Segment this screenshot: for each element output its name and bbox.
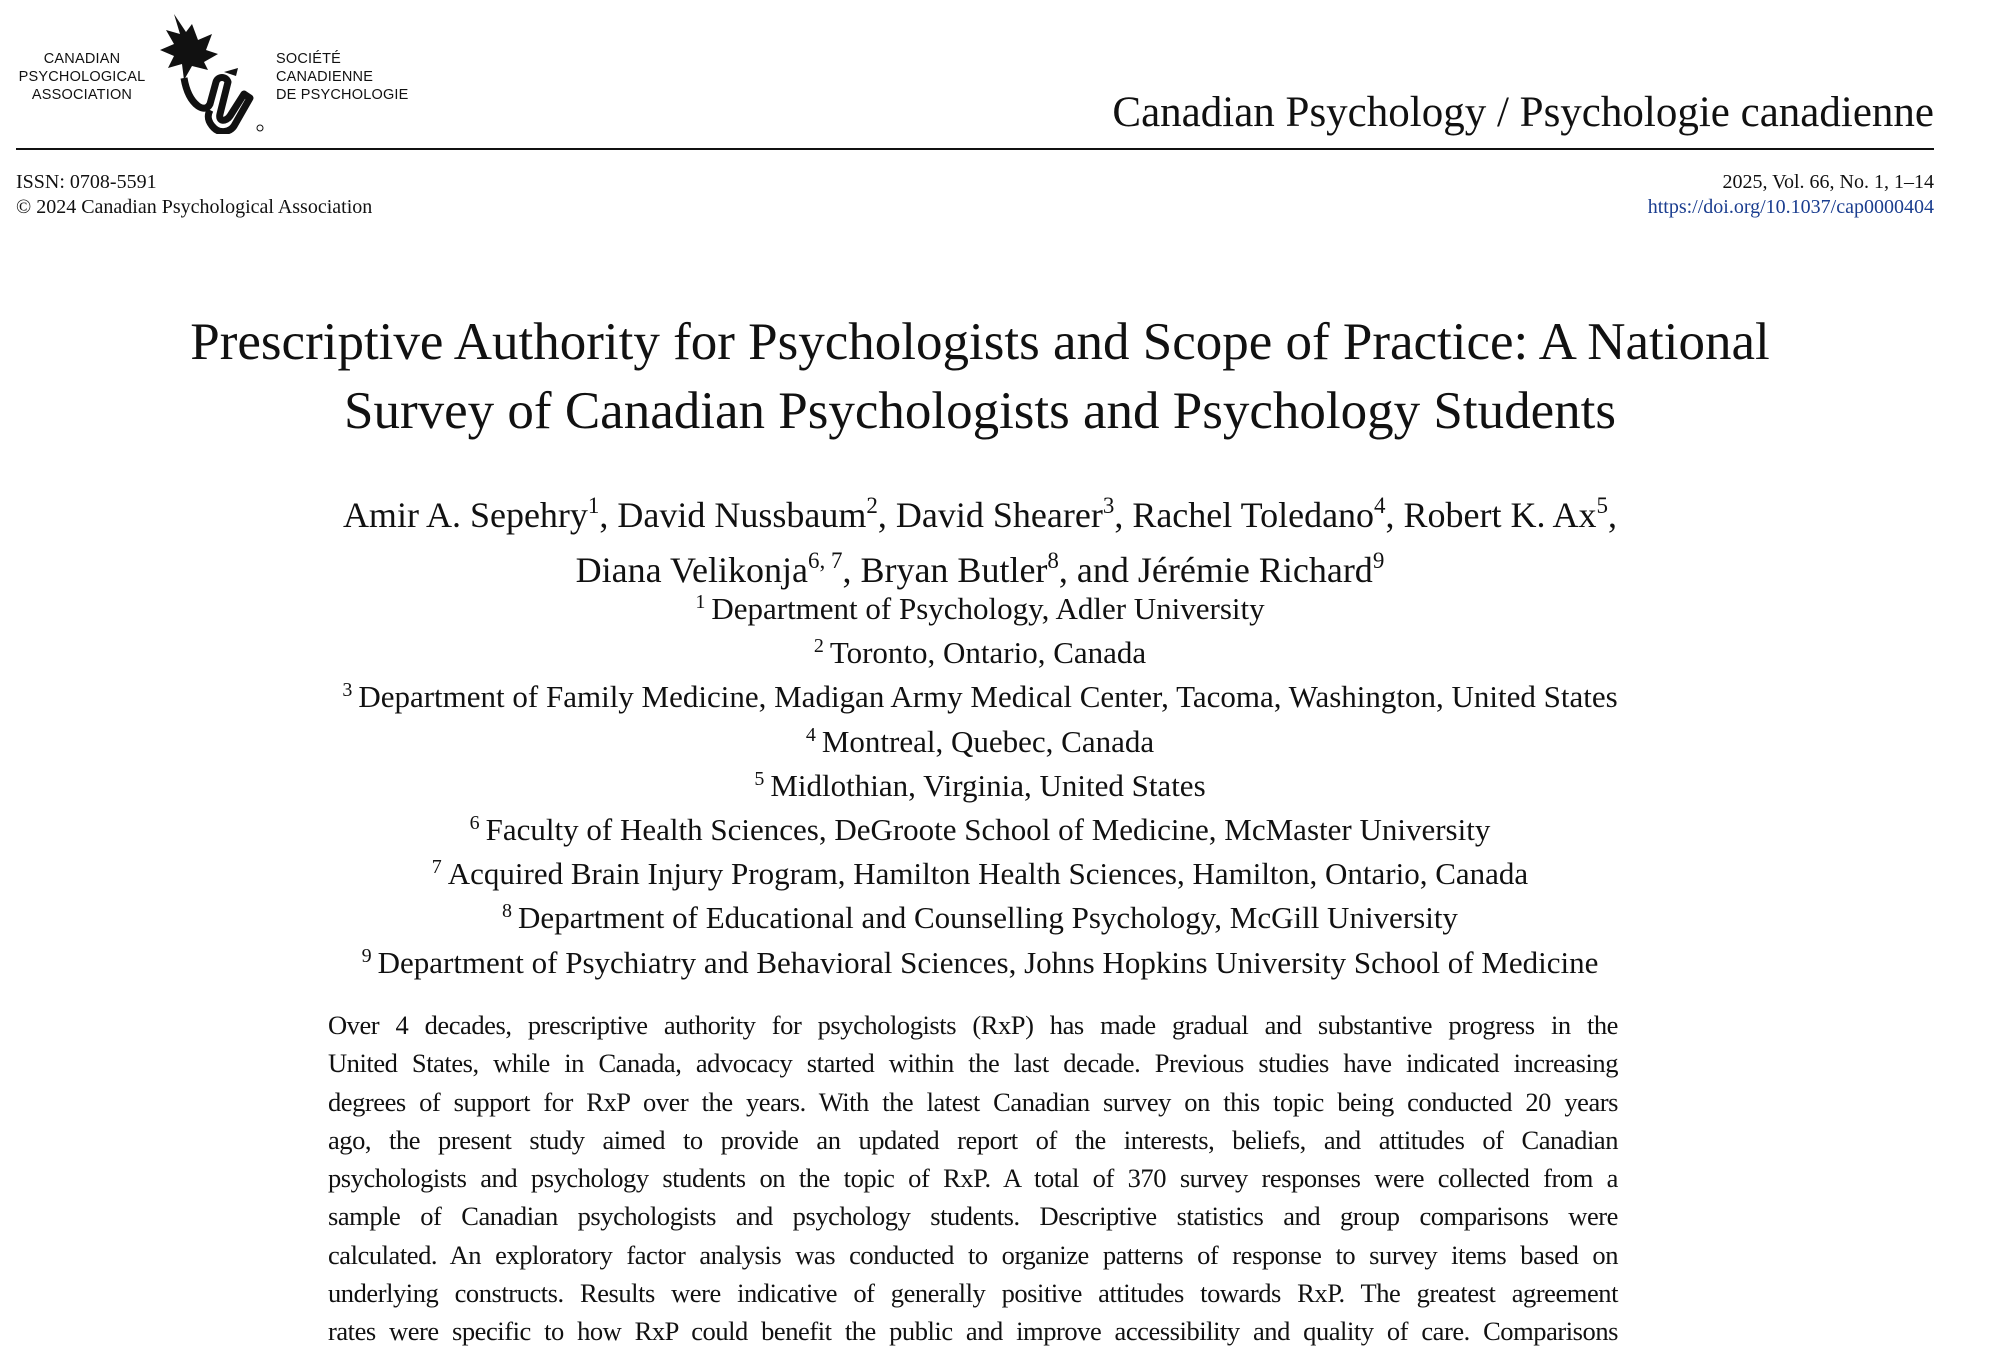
affiliation-number: 2: [813, 635, 824, 658]
author-affiliation-mark: 2: [866, 493, 878, 518]
title-line: Survey of Canadian Psychologists and Psychology Students: [344, 382, 1616, 440]
affiliation-item: $^7$ Acquired Brain Injury Program, Hamilton Health Sciences, Hamilton, Ontario, Canada: [431, 856, 1529, 892]
volume-info: 2025, Vol. 66, No. 1, 1–14: [1722, 171, 1934, 193]
affiliation-list: [40, 589, 1920, 987]
journal-header: [16, 8, 1934, 150]
author-name: Diana Velikonja: [575, 550, 808, 590]
publisher-name-en: CANADIAN PSYCHOLOGICAL ASSOCIATION: [18, 51, 146, 103]
author-affiliation-mark: 5: [1596, 493, 1609, 518]
abstract: [328, 1006, 1618, 1351]
affiliation-number: 5: [754, 767, 765, 790]
author-name: Rachel Toledano: [1132, 495, 1375, 535]
affiliation-number: 1: [695, 591, 706, 613]
affiliation-item: $^2$ Toronto, Ontario, Canada: [813, 635, 1147, 671]
affiliation-item: $^5$ Midlothian, Virginia, United States: [754, 767, 1206, 803]
abstract-line: psychologists and psychology students on the topic of RxP. A total of 370 survey responses were collected from a: [328, 1163, 1618, 1194]
abstract-line: degrees of support for RxP over the years. With the latest Canadian survey on this topic being conducted 20 years: [328, 1086, 1618, 1117]
affiliation-item: $^3$ Department of Family Medicine, Madigan Army Medical Center, Tacoma, Washington, United States: [342, 679, 1618, 715]
author-name: Bryan Butler: [860, 550, 1048, 590]
journal-name: Canadian Psychology / Psychologie canadienne: [1112, 89, 1934, 136]
abstract-line: United States, while in Canada, advocacy started within the last decade. Previous studies have indicated increasing: [328, 1048, 1618, 1079]
abstract-line: sample of Canadian psychologists and psychology students. Descriptive statistics and group comparisons were: [328, 1201, 1618, 1232]
affiliation-number: 4: [805, 723, 816, 746]
affiliation-item: $^6$ Faculty of Health Sciences, DeGroote School of Medicine, McMaster University: [469, 812, 1491, 848]
affiliation-item: $^8$ Department of Educational and Counselling Psychology, McGill University: [502, 900, 1458, 936]
affiliation-number: 7: [431, 856, 442, 879]
abstract-line: rates were specific to how RxP could benefit the public and improve accessibility and quality of care. Comparisons: [328, 1316, 1618, 1347]
author-line: Amir A. Sepehry$^1$, David Nussbaum$^2$, David Shearer$^3$, Rachel Toledano$^4$, Robert K. Ax$^5$,: [342, 493, 1618, 535]
author-name: David Nussbaum: [617, 495, 867, 535]
author-name: David Shearer: [895, 495, 1103, 535]
abstract-line: calculated. An exploratory factor analysis was conducted to organize patterns of response to survey items based on: [328, 1239, 1618, 1270]
affiliation-number: 6: [469, 812, 480, 835]
author-affiliation-mark: 4: [1374, 493, 1386, 518]
affiliation-number: 8: [502, 900, 513, 923]
author-affiliation-mark: 3: [1102, 493, 1115, 518]
affiliation-number: 9: [361, 944, 372, 967]
author-affiliation-mark: 8: [1047, 548, 1059, 573]
copyright: © 2024 Canadian Psychological Association: [16, 196, 373, 218]
article-title: [30, 308, 1930, 446]
abstract-line: underlying constructs. Results were indicative of generally positive attitudes towards RxP. The greatest agreement: [328, 1278, 1618, 1309]
author-list: [40, 490, 1920, 600]
publication-meta-left: [16, 170, 372, 220]
title-line: Prescriptive Authority for Psychologists and Scope of Practice: A National: [190, 313, 1770, 371]
author-affiliation-mark: 6, 7: [807, 548, 843, 573]
abstract-line: ago, the present study aimed to provide an updated report of the interests, beliefs, and attitudes of Canadian: [328, 1124, 1618, 1155]
header-divider: [16, 148, 1934, 150]
publication-meta-right: [1648, 170, 1934, 220]
doi-link[interactable]: https://doi.org/10.1037/cap0000404: [1647, 196, 1934, 218]
maple-leaf-figure-icon: [154, 10, 284, 134]
author-line: Diana Velikonja$^{6, 7}$, Bryan Butler$^8$, and Jérémie Richard$^9$: [575, 548, 1385, 590]
affiliation-item: $^9$ Department of Psychiatry and Behavioral Sciences, Johns Hopkins University School of Medicine: [361, 944, 1599, 980]
affiliation-item: $^4$ Montreal, Quebec, Canada: [805, 723, 1155, 759]
author-name: Robert K. Ax: [1403, 495, 1597, 535]
author-name: Amir A. Sepehry: [342, 495, 588, 535]
author-affiliation-mark: 1: [587, 493, 600, 518]
affiliation-item: $^1$ Department of Psychology, Adler University: [695, 591, 1265, 626]
author-affiliation-mark: 9: [1372, 548, 1385, 573]
affiliation-number: 3: [342, 679, 353, 702]
author-name: Jérémie Richard: [1137, 550, 1373, 590]
publisher-name-fr: SOCIÉTÉ CANADIENNE DE PSYCHOLOGIE: [276, 51, 409, 103]
abstract-line: Over 4 decades, prescriptive authority for psychologists (RxP) has made gradual and substantive progress in the: [328, 1010, 1618, 1040]
issn: ISSN: 0708-5591: [16, 171, 157, 193]
